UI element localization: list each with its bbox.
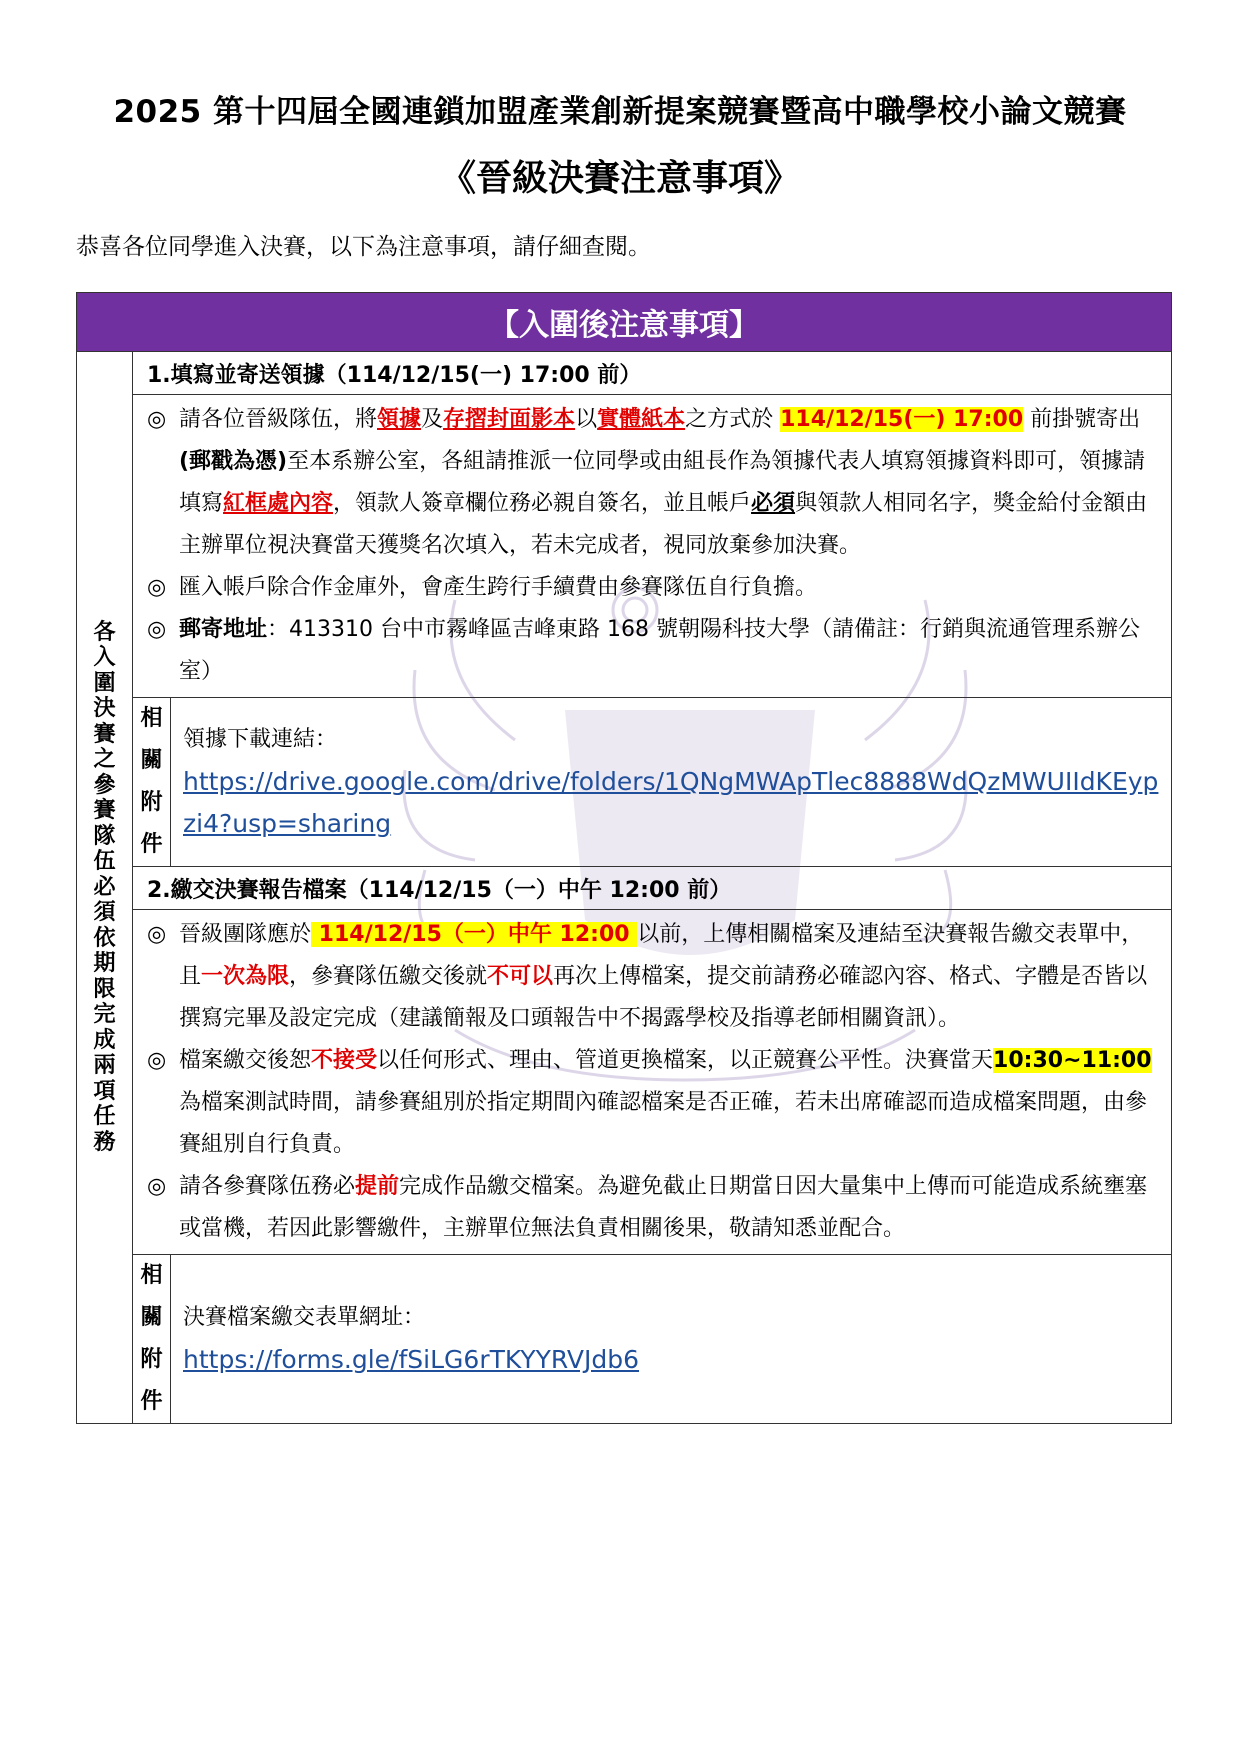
section2-bullet2: ◎ 檔案繳交後恕不接受以任何形式、理由、管道更換檔案，以正競賽公平性。決賽當天10:30~11:00 為檔案測試時間，請參賽組別於指定期間內確認檔案是否正確，若未出席確認而造成檔案問題，由參賽組別自行負責。 — [147, 1048, 1152, 1157]
section1-body — [133, 395, 1172, 698]
intro-text: 恭喜各位同學進入決賽，以下為注意事項，請仔細查閱。 — [76, 234, 651, 260]
section1-bullet2: ◎ 匯入帳戶除合作金庫外，會產生跨行手續費由參賽隊伍自行負擔。 — [147, 575, 818, 600]
section2-bullet3: ◎ 請各參賽隊伍務必提前完成作品繳交檔案。為避免截止日期當日因大量集中上傳而可能造成系統壅塞或當機，若因此影響繳件，主辦單位無法負責相關後果，敬請知悉並配合。 — [147, 1174, 1148, 1241]
page-subtitle: 《晉級決賽注意事項》 — [439, 158, 800, 199]
section2-bullet1: ◎ 晉級團隊應於 114/12/15（一）中午 12:00 以前，上傳相關檔案及連結至決賽報告繳交表單中，且一次為限，參賽隊伍繳交後就不可以再次上傳檔案，提交前請務必確認內容、格式、字體是否皆以撰寫完畢及設定完成（建議簡報及口頭報告中不揭露學校及指導老師相關資訊）。 — [147, 922, 1148, 1031]
section1-attach-label: 相關附件 — [133, 698, 171, 867]
side-label: 各 入 圍 決 賽 之 參 賽 隊 伍 必 須 依 期 限 完 成 兩 項 任 務 — [77, 352, 133, 1424]
notice-table — [76, 292, 1172, 1424]
section2-body — [133, 910, 1172, 1255]
section1-bullet1: ◎ 請各位晉級隊伍，將領據及存摺封面影本以實體紙本之方式於 114/12/15(一) 17:00 前掛號寄出(郵戳為憑)至本系辦公室，各組請推派一位同學或由組長作為領據代表人填寫領據資料即可，領據請填寫紅框處內容，領款人簽章欄位務必親自簽名，並且帳戶必須與領款人相同名字，獎金給付金額由主辦單位視決賽當天獲獎名次填入，若未完成者，視同放棄參加決賽。 — [147, 407, 1148, 558]
section1-attach-body — [171, 698, 1172, 867]
section2-heading: 2.繳交決賽報告檔案（114/12/15（一）中午 12:00 前） — [133, 867, 1172, 910]
section2-attach-label: 相關附件 — [133, 1255, 171, 1424]
section1-attach-title: 領據下載連結： — [183, 727, 338, 752]
submission-form-link[interactable]: https://forms.gle/fSiLG6rTKYYRVJdb6 — [183, 1345, 640, 1374]
section2-attach-body — [171, 1255, 1172, 1424]
page-title: 2025 第十四屆全國連鎖加盟產業創新提案競賽暨高中職學校小論文競賽 — [113, 94, 1127, 130]
section1-heading: 1.填寫並寄送領據（114/12/15(一) 17:00 前） — [133, 352, 1172, 395]
receipt-download-link[interactable]: https://drive.google.com/drive/folders/1QNgMWApTlec8888WdQzMWUIIdKEypzi4?usp=sharing — [183, 767, 1159, 838]
table-header: 【入圍後注意事項】 — [77, 293, 1172, 352]
section2-attach-title: 決賽檔案繳交表單網址： — [183, 1305, 426, 1330]
section1-bullet3: ◎ 郵寄地址：413310 台中市霧峰區吉峰東路 168 號朝陽科技大學（請備註：行銷與流通管理系辦公室） — [147, 617, 1140, 684]
